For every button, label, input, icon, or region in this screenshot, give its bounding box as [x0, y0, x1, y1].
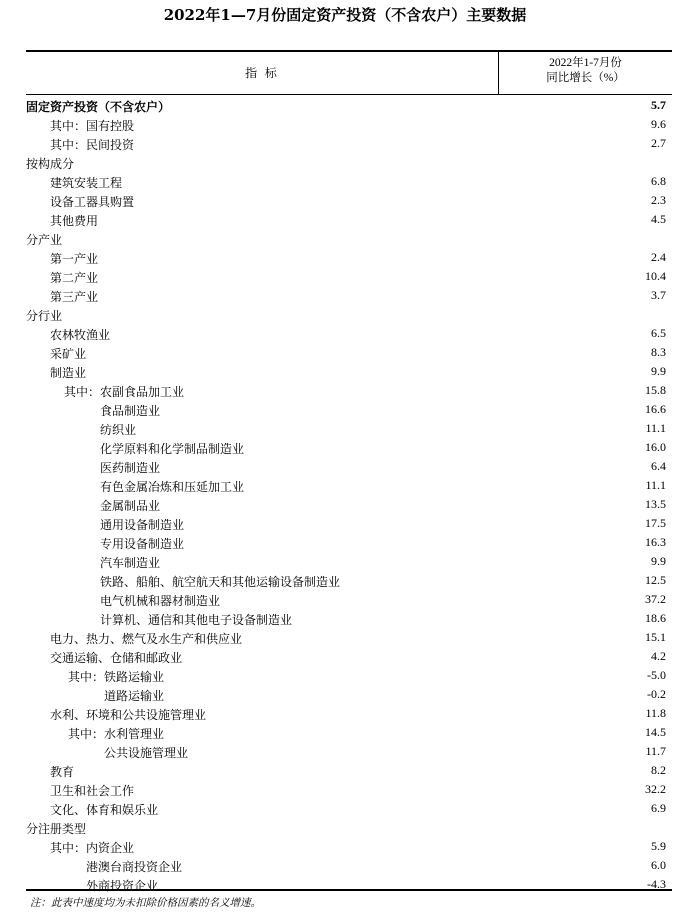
row-label: 文化、体育和娱乐业 — [50, 803, 159, 817]
table-row — [26, 647, 672, 666]
table-row — [26, 571, 672, 590]
row-value: 5.7 — [651, 98, 666, 112]
table-row — [26, 837, 672, 856]
table-row — [26, 875, 672, 894]
table-row — [26, 818, 672, 837]
row-value: -5.0 — [647, 668, 666, 682]
row-value: 2.3 — [651, 193, 666, 207]
row-value: 11.1 — [645, 478, 666, 492]
row-label: 按构成分 — [26, 157, 75, 171]
table-row — [26, 343, 672, 362]
table-row — [26, 590, 672, 609]
table-row — [26, 134, 672, 153]
row-value: 32.2 — [645, 782, 666, 796]
table-row — [26, 495, 672, 514]
row-value: 16.6 — [645, 402, 666, 416]
row-value: 18.6 — [645, 611, 666, 625]
table-row — [26, 267, 672, 286]
row-value: 37.2 — [645, 592, 666, 606]
row-value: 9.9 — [651, 554, 666, 568]
row-label: 其中：内资企业 — [50, 841, 135, 855]
row-value: 6.5 — [651, 326, 666, 340]
table-row — [26, 115, 672, 134]
table-row — [26, 704, 672, 723]
row-label: 纺织业 — [100, 423, 137, 437]
row-value: 6.4 — [651, 459, 666, 473]
table-header-rule — [26, 94, 672, 95]
row-label: 其中：民间投资 — [50, 138, 135, 152]
row-value: 10.4 — [645, 269, 666, 283]
page-title: 2022年1—7月份固定资产投资（不含农户）主要数据 — [163, 6, 527, 24]
row-label: 分行业 — [26, 309, 63, 323]
header-value-period: 2022年1-7月份 — [549, 57, 622, 69]
row-label: 制造业 — [50, 366, 87, 380]
row-value: 6.8 — [651, 174, 666, 188]
table-row — [26, 419, 672, 438]
row-label: 其中：农副食品加工业 — [64, 385, 185, 399]
row-value: 14.5 — [645, 725, 666, 739]
row-value: 3.7 — [651, 288, 666, 302]
row-label: 卫生和社会工作 — [50, 784, 135, 798]
data-table — [26, 50, 672, 893]
row-value: 6.0 — [651, 858, 666, 872]
row-label: 其他费用 — [50, 214, 99, 228]
row-label: 其中：水利管理业 — [68, 727, 165, 741]
table-row — [26, 761, 672, 780]
row-value: -0.2 — [647, 687, 666, 701]
row-value: 16.0 — [645, 440, 666, 454]
row-label: 设备工器具购置 — [50, 195, 135, 209]
row-label: 建筑安装工程 — [50, 176, 123, 190]
row-label: 固定资产投资（不含农户） — [26, 100, 171, 114]
table-row — [26, 552, 672, 571]
table-row — [26, 229, 672, 248]
row-label: 分产业 — [26, 233, 63, 247]
table-row — [26, 685, 672, 704]
row-label: 其中：国有控股 — [50, 119, 135, 133]
row-label: 港澳台商投资企业 — [86, 860, 183, 874]
row-label: 计算机、通信和其他电子设备制造业 — [100, 613, 293, 627]
footnote: 注：此表中速度均为未扣除价格因素的名义增速。 — [30, 897, 261, 909]
row-value: 9.6 — [651, 117, 666, 131]
row-label: 分注册类型 — [26, 822, 87, 836]
row-value: 8.3 — [651, 345, 666, 359]
table-row — [26, 248, 672, 267]
row-label: 食品制造业 — [100, 404, 161, 418]
header-value-unit: 同比增长（%） — [546, 72, 625, 84]
row-label: 教育 — [50, 765, 75, 779]
row-value: 4.2 — [651, 649, 666, 663]
table-row — [26, 799, 672, 818]
row-value: 4.5 — [651, 212, 666, 226]
table-row — [26, 666, 672, 685]
row-value: -4.3 — [647, 877, 666, 891]
row-label: 专用设备制造业 — [100, 537, 185, 551]
row-label: 医药制造业 — [100, 461, 161, 475]
table-row — [26, 324, 672, 343]
table-row — [26, 533, 672, 552]
table-row — [26, 514, 672, 533]
row-label: 公共设施管理业 — [104, 746, 189, 760]
header-indicator: 指 标 — [245, 66, 279, 80]
row-value: 8.2 — [651, 763, 666, 777]
row-value: 6.9 — [651, 801, 666, 815]
table-row — [26, 628, 672, 647]
table-row — [26, 286, 672, 305]
row-label: 电力、热力、燃气及水生产和供应业 — [50, 632, 243, 646]
table-row — [26, 381, 672, 400]
row-label: 有色金属冶炼和压延加工业 — [100, 480, 245, 494]
row-value: 9.9 — [651, 364, 666, 378]
row-label: 通用设备制造业 — [100, 518, 185, 532]
table-top-rule — [26, 50, 672, 52]
row-label: 采矿业 — [50, 347, 87, 361]
table-row — [26, 210, 672, 229]
row-label: 电气机械和器材制造业 — [100, 594, 221, 608]
row-value: 17.5 — [645, 516, 666, 530]
table-row — [26, 609, 672, 628]
row-label: 道路运输业 — [104, 689, 165, 703]
row-label: 外商投资企业 — [86, 879, 159, 893]
row-label: 汽车制造业 — [100, 556, 161, 570]
table-row — [26, 856, 672, 875]
header-value — [499, 56, 672, 86]
table-row — [26, 476, 672, 495]
row-label: 农林牧渔业 — [50, 328, 111, 342]
row-value: 11.1 — [645, 421, 666, 435]
table-row — [26, 305, 672, 324]
table-row — [26, 723, 672, 742]
table-row — [26, 457, 672, 476]
table-row — [26, 438, 672, 457]
row-value: 11.7 — [645, 744, 666, 758]
table-row — [26, 172, 672, 191]
table-row — [26, 780, 672, 799]
row-label: 其中：铁路运输业 — [68, 670, 165, 684]
row-value: 13.5 — [645, 497, 666, 511]
row-label: 水利、环境和公共设施管理业 — [50, 708, 207, 722]
row-label: 第二产业 — [50, 271, 99, 285]
table-row — [26, 400, 672, 419]
row-value: 2.7 — [651, 136, 666, 150]
row-label: 第一产业 — [50, 252, 99, 266]
row-value: 12.5 — [645, 573, 666, 587]
row-label: 化学原料和化学制品制造业 — [100, 442, 245, 456]
row-value: 15.1 — [645, 630, 666, 644]
row-value: 11.8 — [645, 706, 666, 720]
row-value: 5.9 — [651, 839, 666, 853]
table-row — [26, 153, 672, 172]
table-row — [26, 191, 672, 210]
table-row — [26, 742, 672, 761]
row-label: 铁路、船舶、航空航天和其他运输设备制造业 — [100, 575, 341, 589]
row-value: 16.3 — [645, 535, 666, 549]
table-row — [26, 362, 672, 381]
table-row — [26, 96, 672, 115]
row-label: 交通运输、仓储和邮政业 — [50, 651, 183, 665]
row-value: 15.8 — [645, 383, 666, 397]
row-label: 第三产业 — [50, 290, 99, 304]
row-label: 金属制品业 — [100, 499, 161, 513]
row-value: 2.4 — [651, 250, 666, 264]
